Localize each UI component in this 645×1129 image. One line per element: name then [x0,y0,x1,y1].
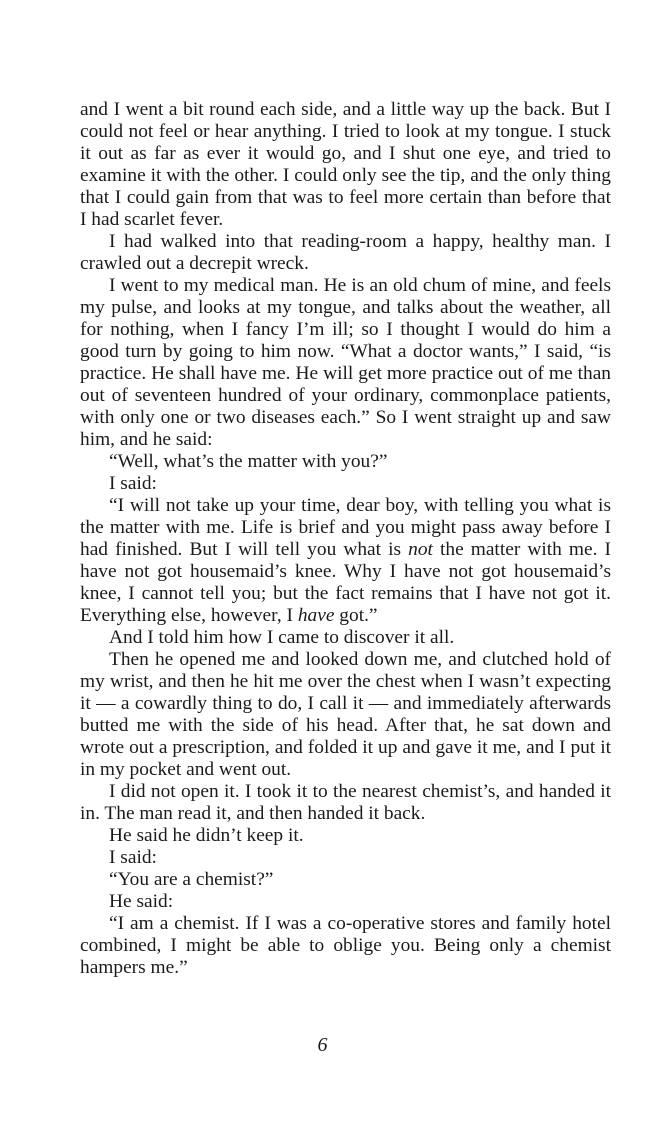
paragraph-3: I went to my medical man. He is an old chum of mine, and feels my pulse, and looks at my tongue, and talks about the weather, all for nothing, when I fancy I’m ill; so I thought I would do him a good turn by going to him now. “What a doctor wants,” I said, “is practice. He shall have me. He will get more practice out of me than out of seventeen hundred of your ordinary, commonplace patients, with only one or two diseases each.” So I went straight up and saw him, and he said: [80,275,611,450]
paragraph-6 [80,495,611,627]
page-number: 6 [317,1034,328,1056]
paragraph-6-part-3: got.” [334,605,378,626]
paragraph-10: He said he didn’t keep it. [109,825,304,846]
paragraph-5: I said: [109,473,157,494]
paragraph-14: “I am a chemist. If I was a co-operative stores and family hotel combined, I might be able to oblige you. Being only a chemist hampers me.” [80,913,611,978]
paragraph-13: He said: [109,891,174,912]
paragraph-9: I did not open it. I took it to the nearest chemist’s, and handed it in. The man read it, and then handed it back. [80,781,611,824]
page-body [80,99,611,979]
paragraph-6-part-1: “I will not take up your time, dear boy, with telling you what is the matter with me. Life is brief and you might pass away before I had finished. But I will tell you what is [80,495,611,560]
paragraph-7: And I told him how I came to discover it all. [109,627,455,648]
paragraph-2: I had walked into that reading-room a happy, healthy man. I crawled out a decrepit wreck. [80,231,611,274]
paragraph-1: and I went a bit round each side, and a little way up the back. But I could not feel or hear anything. I tried to look at my tongue. I stuck it out as far as ever it would go, and I shut one eye, and tried to examine it with the other. I could only see the tip, and the only thing that I could gain from that was to feel more certain than before that I had scarlet fever. [80,99,611,230]
paragraph-11: I said: [109,847,157,868]
paragraph-12: “You are a chemist?” [109,869,274,890]
paragraph-8: Then he opened me and looked down me, and clutched hold of my wrist, and then he hit me over the chest when I wasn’t expecting it — a cowardly thing to do, I call it — and immediately afterwards butted me with the side of his head. After that, he sat down and wrote out a prescription, and folded it up and gave it me, and I put it in my pocket and went out. [80,649,611,780]
paragraph-4: “Well, what’s the matter with you?” [109,451,388,472]
paragraph-6-emphasis-not: not [408,539,433,560]
paragraph-6-emphasis-have: have [297,605,335,626]
paragraph-6-part-2: the matter with me. I have not got housemaid’s knee. Why I have not got housemaid’s knee, I cannot tell you; but the fact remains that I have not got it. Everything else, however, I [80,539,611,626]
